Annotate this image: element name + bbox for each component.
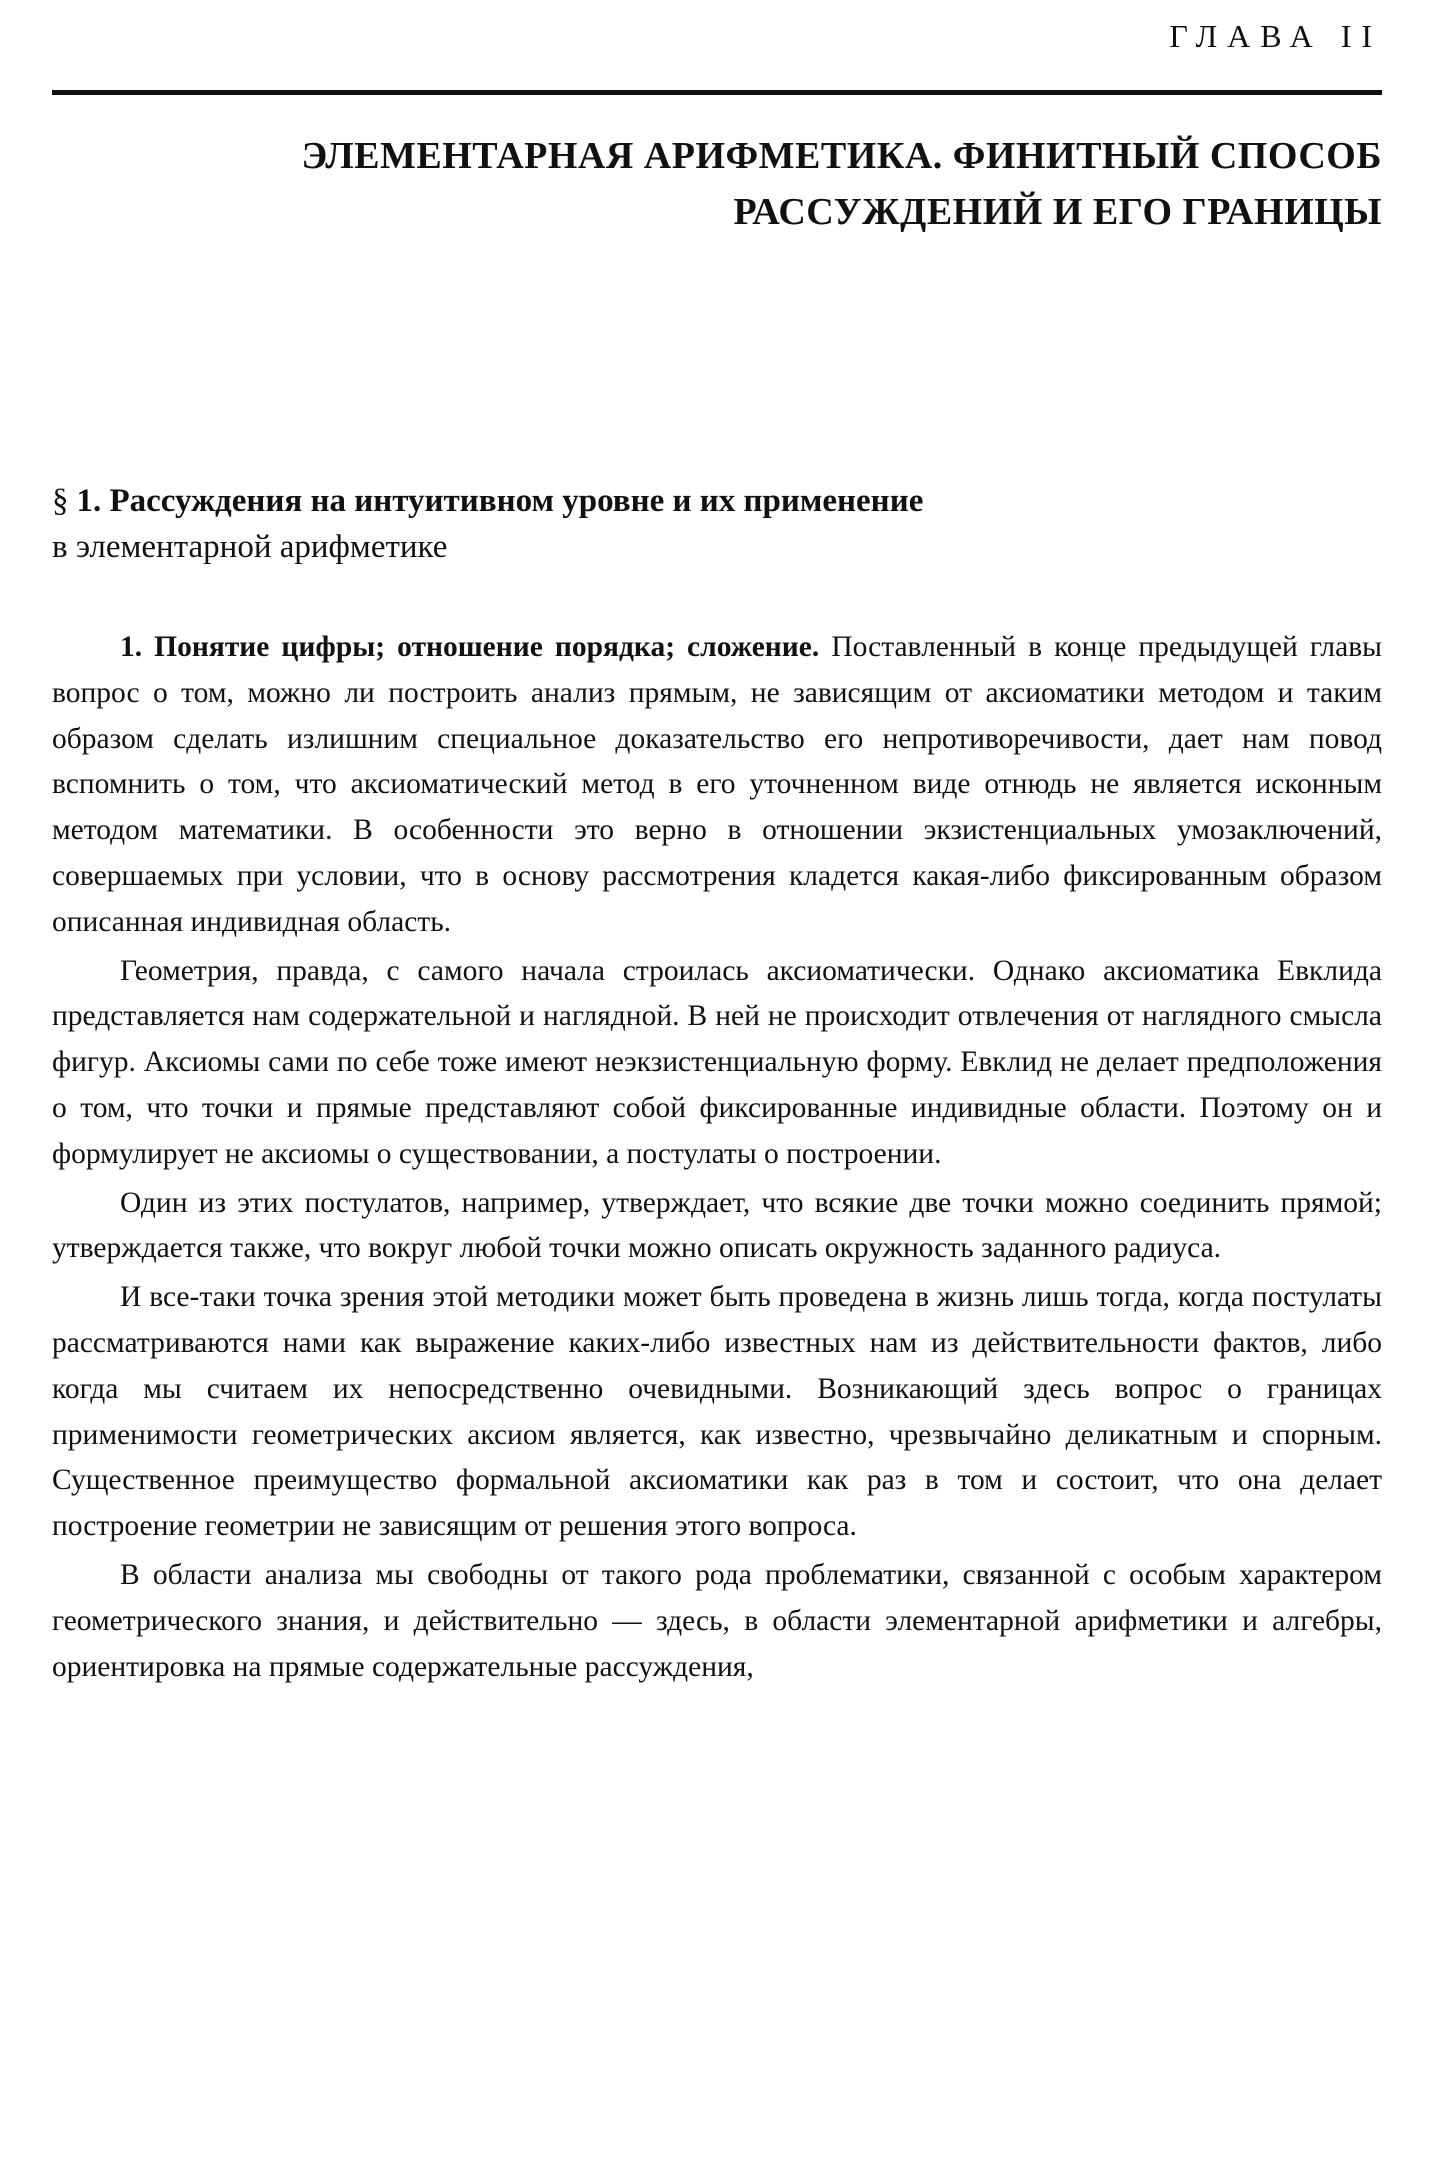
body-text <box>52 625 1382 1690</box>
header-rule <box>52 90 1382 95</box>
section-heading <box>52 478 1382 570</box>
chapter-title-line-1: ЭЛЕМЕНТАРНАЯ АРИФМЕТИКА. ФИНИТНЫЙ СПОСОБ <box>301 135 1382 177</box>
paragraph-4: И все-таки точка зрения этой методики может быть проведена в жизнь лишь тогда, когда постулаты рассматриваются нами как выражение каких-либо известных нам из действительности фактов, либо когда мы считаем их непосредственно очевидными. Возникающий здесь вопрос о границах применимости геометрических аксиом является, как известно, чрезвычайно деликатным и спорным. Существенное преимущество формальной аксиоматики как раз в том и состоит, что она делает построение геометрии не зависящим от решения этого вопроса. <box>52 1281 1382 1543</box>
paragraph-3: Один из этих постулатов, например, утверждает, что всякие две точки можно соединить прямой; утверждается также, что вокруг любой точки можно описать окружность заданного радиуса. <box>52 1186 1382 1265</box>
section-sign: § <box>52 483 69 519</box>
paragraph-2: Геометрия, правда, с самого начала строилась аксиоматически. Однако аксиоматика Евклида представляется нам содержательной и наглядной. В ней не происходит отвлечения от наглядного смысла фигур. Аксиомы сами по себе тоже имеют неэкзистенциальную форму. Евклид не делает предположения о том, что точки и прямые представляют собой фиксированные индивидные области. Поэтому он и формулирует не аксиомы о существовании, а постулаты о построении. <box>52 954 1382 1170</box>
section-heading-line-2: в элементарной арифметике <box>52 529 448 565</box>
paragraph-5: В области анализа мы свободны от такого рода проблематики, связанной с особым характером геометрического знания, и действительно — здесь, в области элементарной арифметики и алгебры, ориентировка на прямые содержательные рассуждения, <box>52 1558 1382 1683</box>
book-page <box>52 0 1382 2180</box>
section-title-main: 1. Рассуждения на интуитивном уровне и их применение <box>76 483 924 519</box>
chapter-title-line-2: РАССУЖДЕНИЙ И ЕГО ГРАНИЦЫ <box>733 191 1382 233</box>
paragraph-1-text: Поставленный в конце предыдущей главы вопрос о том, можно ли построить анализ прямым, не зависящим от аксиоматики методом и таким образом сделать излишним специальное доказательство его непротиворечивости, дает нам повод вспомнить о том, что аксиоматический метод в его уточненном виде отнюдь не является исконным методом математики. В особенности это верно в отношении экзистенциальных умозаключений, совершаемых при условии, что в основу рассмотрения кладется какая-либо фиксированным образом описанная индивидная область. <box>52 631 1382 938</box>
chapter-title <box>124 128 1382 240</box>
paragraph-1 <box>52 625 1382 946</box>
running-head: ГЛАВА II <box>1169 18 1382 54</box>
section-heading-line-1 <box>52 478 1382 524</box>
subsection-heading: 1. Понятие цифры; отношение порядка; сложение. <box>120 631 820 663</box>
